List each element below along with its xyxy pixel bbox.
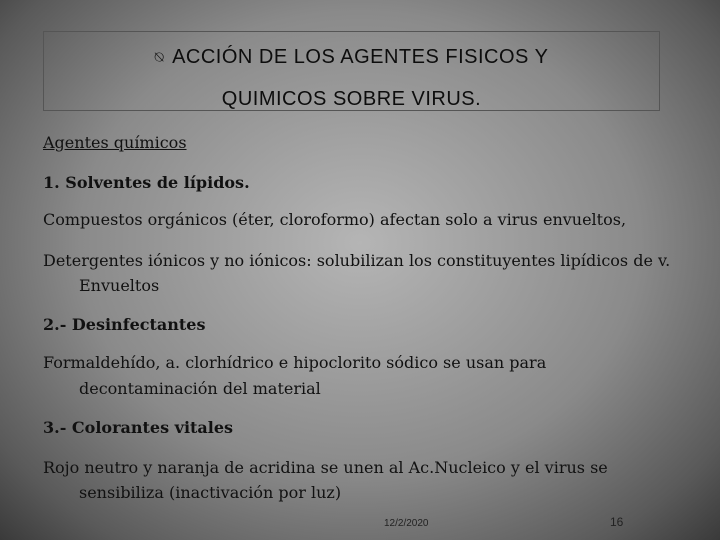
arrow-bullet-icon: ⍉	[154, 49, 165, 66]
title-text-1: ACCIÓN DE LOS AGENTES FISICOS Y	[172, 46, 549, 68]
section1-paragraph2-line1: Detergentes iónicos y no iónicos: solubilizan los constituyentes lipídicos de v.	[43, 251, 671, 270]
section3-title: 3.- Colorantes vitales	[43, 418, 234, 437]
slide-number: 16	[610, 515, 624, 529]
section3-paragraph-line2: sensibiliza (inactivación por luz)	[79, 483, 342, 502]
section-heading: Agentes químicos	[43, 133, 187, 152]
title-box	[43, 31, 660, 111]
section3-paragraph-line1: Rojo neutro y naranja de acridina se unen al Ac.Nucleico y el virus se	[43, 458, 608, 477]
section2-paragraph-line2: decontaminación del material	[79, 379, 321, 398]
section1-title: 1. Solventes de lípidos.	[43, 173, 250, 192]
slide-title-line2: QUIMICOS SOBRE VIRUS.	[221, 88, 482, 110]
slide-title-line1	[44, 46, 659, 69]
footer-date: 12/2/2020	[384, 518, 429, 529]
section2-paragraph-line1: Formaldehído, a. clorhídrico e hipoclorito sódico se usan para	[43, 353, 547, 372]
section1-paragraph1: Compuestos orgánicos (éter, cloroformo) afectan solo a virus envueltos,	[43, 210, 627, 229]
section2-title: 2.- Desinfectantes	[43, 315, 206, 334]
section1-paragraph2-line2: Envueltos	[79, 276, 160, 295]
